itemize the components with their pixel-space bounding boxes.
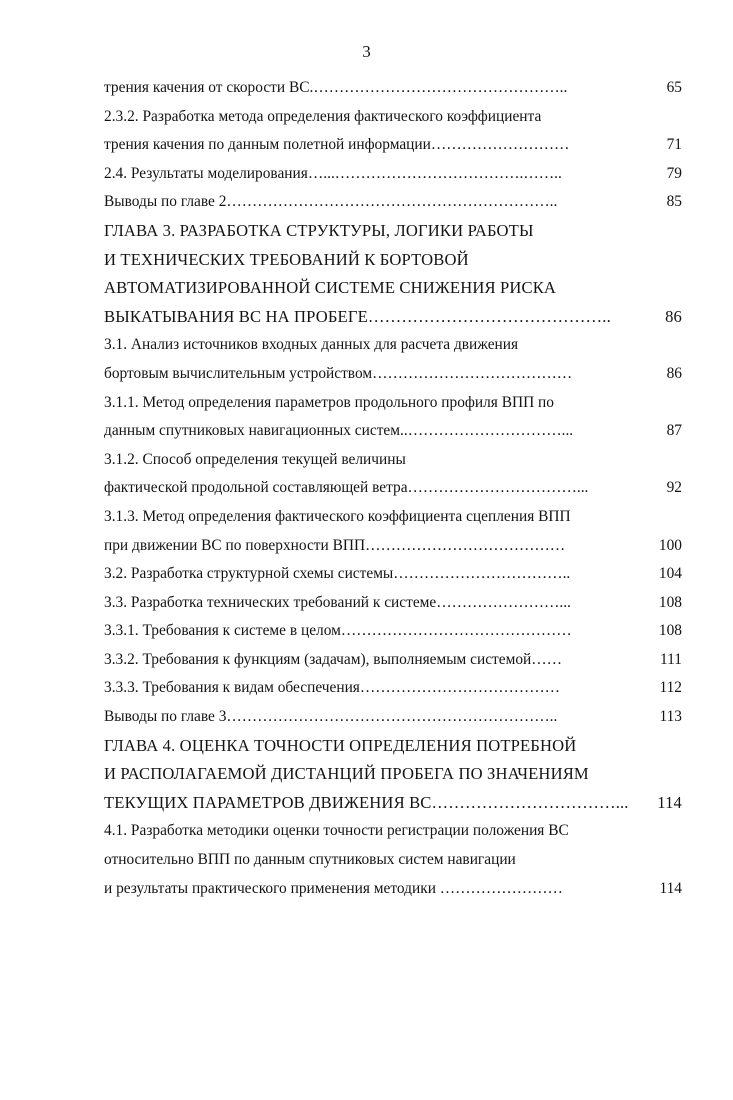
toc-entry-text: 3.1.2. Способ определения текущей величины [104,450,406,468]
toc-entry [104,589,682,618]
toc-entry-text: ТЕКУЩИХ ПАРАМЕТРОВ ДВИЖЕНИЯ ВС……………………………... [104,792,629,812]
toc-entry [104,103,682,132]
toc-entry-text: 2.4. Результаты моделирования…...……………………………….…….. [104,164,562,182]
toc-entry-page-number: 108 [658,622,682,640]
toc-entry-text: 3.3.3. Требования к видам обеспечения………………………………… [104,679,560,697]
toc-entry-text: ГЛАВА 4. ОЦЕНКА ТОЧНОСТИ ОПРЕДЕЛЕНИЯ ПОТРЕБНОЙ [104,735,577,755]
toc-entry [104,703,682,732]
toc-entry-page-number: 114 [657,792,682,812]
toc-entry-page-number: 111 [660,650,682,668]
toc-heading-line [104,217,682,246]
toc-entry [104,74,682,103]
toc-entry-text: 3.3. Разработка технических требований к системе……………………... [104,593,571,611]
toc-entry-page-number: 87 [666,422,682,440]
toc-entry-text: АВТОМАТИЗИРОВАННОЙ СИСТЕМЕ СНИЖЕНИЯ РИСКА [104,278,557,298]
toc-entry [104,188,682,217]
toc-entry-text: 3.2. Разработка структурной схемы системы…………………………….. [104,565,571,583]
toc-entry-text: и результаты практического применения методики …………………… [104,879,563,897]
toc-entry-page-number: 104 [658,565,682,583]
toc-entry-text: 3.1.1. Метод определения параметров продольного профиля ВПП по [104,393,554,411]
toc-entry-text: ГЛАВА 3. РАЗРАБОТКА СТРУКТУРЫ, ЛОГИКИ РАБОТЫ [104,220,534,240]
toc-entry-text: трения качения по данным полетной информации……………………… [104,136,570,154]
toc-entry [104,360,682,389]
toc-entry-text: Выводы по главе 2……………………………………………………….. [104,193,558,211]
toc-entry [104,389,682,418]
toc-entry [104,617,682,646]
toc-heading-line [104,732,682,761]
toc-entry [104,560,682,589]
table-of-contents [104,74,682,903]
toc-entry-page-number: 65 [666,79,682,96]
page-number: 3 [362,42,371,61]
toc-entry-text: ВЫКАТЫВАНИЯ ВС НА ПРОБЕГЕ…………………………………….. [104,306,611,326]
toc-heading-line [104,274,682,303]
toc-entry [104,875,682,904]
toc-entry-text: 3.1.3. Метод определения фактического коэффициента сцепления ВПП [104,507,571,525]
toc-entry [104,503,682,532]
toc-entry-text: И РАСПОЛАГАЕМОЙ ДИСТАНЦИЙ ПРОБЕГА ПО ЗНАЧЕНИЯМ [104,764,589,784]
toc-heading-line [104,246,682,275]
toc-entry [104,817,682,846]
toc-entry-text: данным спутниковых навигационных систем..…………………………... [104,422,574,440]
toc-entry [104,532,682,561]
toc-entry-text: И ТЕХНИЧЕСКИХ ТРЕБОВАНИЙ К БОРТОВОЙ [104,249,469,269]
toc-entry [104,131,682,160]
toc-entry [104,160,682,189]
toc-entry-page-number: 100 [658,536,682,554]
toc-entry-page-number: 112 [659,679,682,697]
toc-entry-text: 3.3.2. Требования к функциям (задачам), выполняемым системой…… [104,650,563,668]
toc-entry-page-number: 85 [666,193,682,211]
toc-entry-text: 3.3.1. Требования к системе в целом……………………………………… [104,622,572,640]
toc-heading-line [104,760,682,789]
toc-entry [104,646,682,675]
toc-entry-text: трения качения от скорости ВС.………………………………………….. [104,79,568,96]
toc-entry-text: при движении ВС по поверхности ВПП………………………………… [104,536,566,554]
toc-entry-page-number: 114 [659,879,682,897]
toc-entry-page-number: 113 [659,708,682,726]
toc-entry [104,674,682,703]
toc-entry-page-number: 79 [666,164,682,182]
toc-entry-text: Выводы по главе 3……………………………………………………….. [104,708,558,726]
toc-entry-text: относительно ВПП по данным спутниковых систем навигации [104,851,516,869]
toc-entry [104,417,682,446]
toc-entry-text: 3.1. Анализ источников входных данных для расчета движения [104,336,519,354]
toc-entry-text: бортовым вычислительным устройством………………………………… [104,364,573,382]
toc-heading-line [104,303,682,332]
toc-entry-text: 2.3.2. Разработка метода определения фактического коэффициента [104,107,542,125]
toc-entry-page-number: 71 [666,136,682,154]
toc-entry-text: фактической продольной составляющей ветра……………………………... [104,479,589,497]
toc-entry-page-number: 86 [665,306,682,326]
toc-entry [104,474,682,503]
toc-entry-page-number: 86 [666,364,682,382]
toc-heading-line [104,789,682,818]
toc-entry [104,331,682,360]
toc-entry-page-number: 92 [666,479,682,497]
toc-entry [104,446,682,475]
toc-entry-text: 4.1. Разработка методики оценки точности регистрации положения ВС [104,822,569,840]
toc-entry [104,846,682,875]
toc-entry-page-number: 108 [658,593,682,611]
